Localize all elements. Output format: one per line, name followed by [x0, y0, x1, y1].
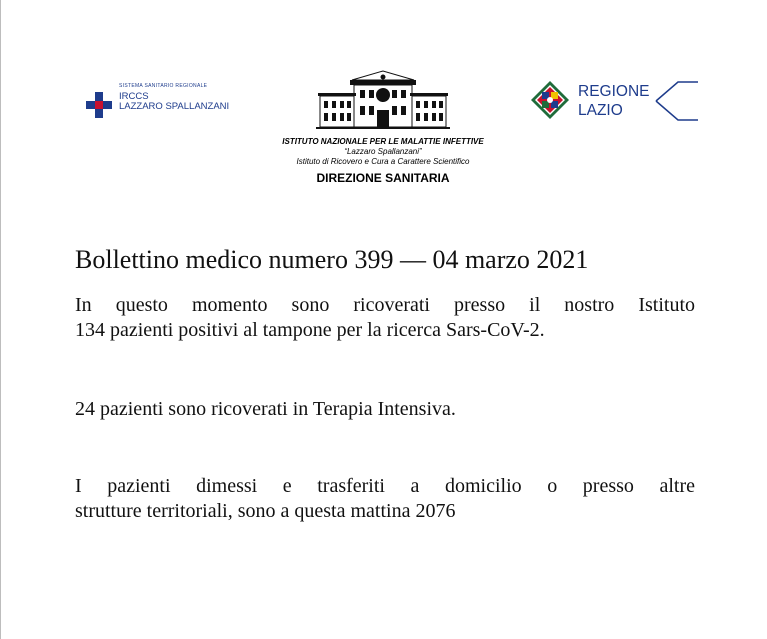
institute-description: Istituto di Ricovero e Cura a Carattere Scientifico — [296, 157, 470, 166]
hospitalized-line-1: In questo momento sono ricoverati presso il nostro Istituto — [75, 294, 695, 316]
region-name-line1: REGIONE — [578, 83, 650, 100]
irccs-name-line2: LAZZARO SPALLANZANI — [119, 101, 230, 112]
discharged-line-1: I pazienti dimessi e trasferiti a domicilio o presso altre — [75, 475, 695, 497]
institute-name: ISTITUTO NAZIONALE PER LE MALATTIE INFETTIVE — [282, 137, 484, 146]
regional-seal-icon — [530, 80, 570, 120]
regione-lazio-logo — [530, 80, 700, 122]
region-name-line2: LAZIO — [578, 102, 623, 119]
page-edge-rule — [0, 0, 1, 639]
hospitalized-paragraph — [75, 293, 695, 343]
medical-cross-icon — [86, 92, 112, 118]
institute-building-icon — [316, 68, 450, 130]
irccs-name-line1: IRCCS — [119, 91, 149, 102]
discharged-paragraph — [75, 474, 695, 524]
region-swoosh-icon — [638, 80, 698, 122]
irccs-spallanzani-logo — [86, 80, 266, 120]
hospitalized-line-2: 134 pazienti positivi al tampone per la ricerca Sars-CoV-2. — [75, 319, 545, 341]
institute-subtitle: “Lazzaro Spallanzani” — [344, 147, 422, 156]
irccs-name — [119, 92, 229, 112]
intensive-care-paragraph — [75, 397, 695, 422]
irccs-system-label: SISTEMA SANITARIO REGIONALE — [119, 83, 208, 89]
discharged-line-2: strutture territoriali, sono a questa mattina 2076 — [75, 500, 456, 522]
bulletin-title: Bollettino medico numero 399 — 04 marzo 2021 — [75, 245, 589, 274]
intensive-care-line: 24 pazienti sono ricoverati in Terapia Intensiva. — [75, 398, 456, 420]
department-title: DIREZIONE SANITARIA — [316, 171, 450, 185]
institute-header — [240, 136, 526, 187]
